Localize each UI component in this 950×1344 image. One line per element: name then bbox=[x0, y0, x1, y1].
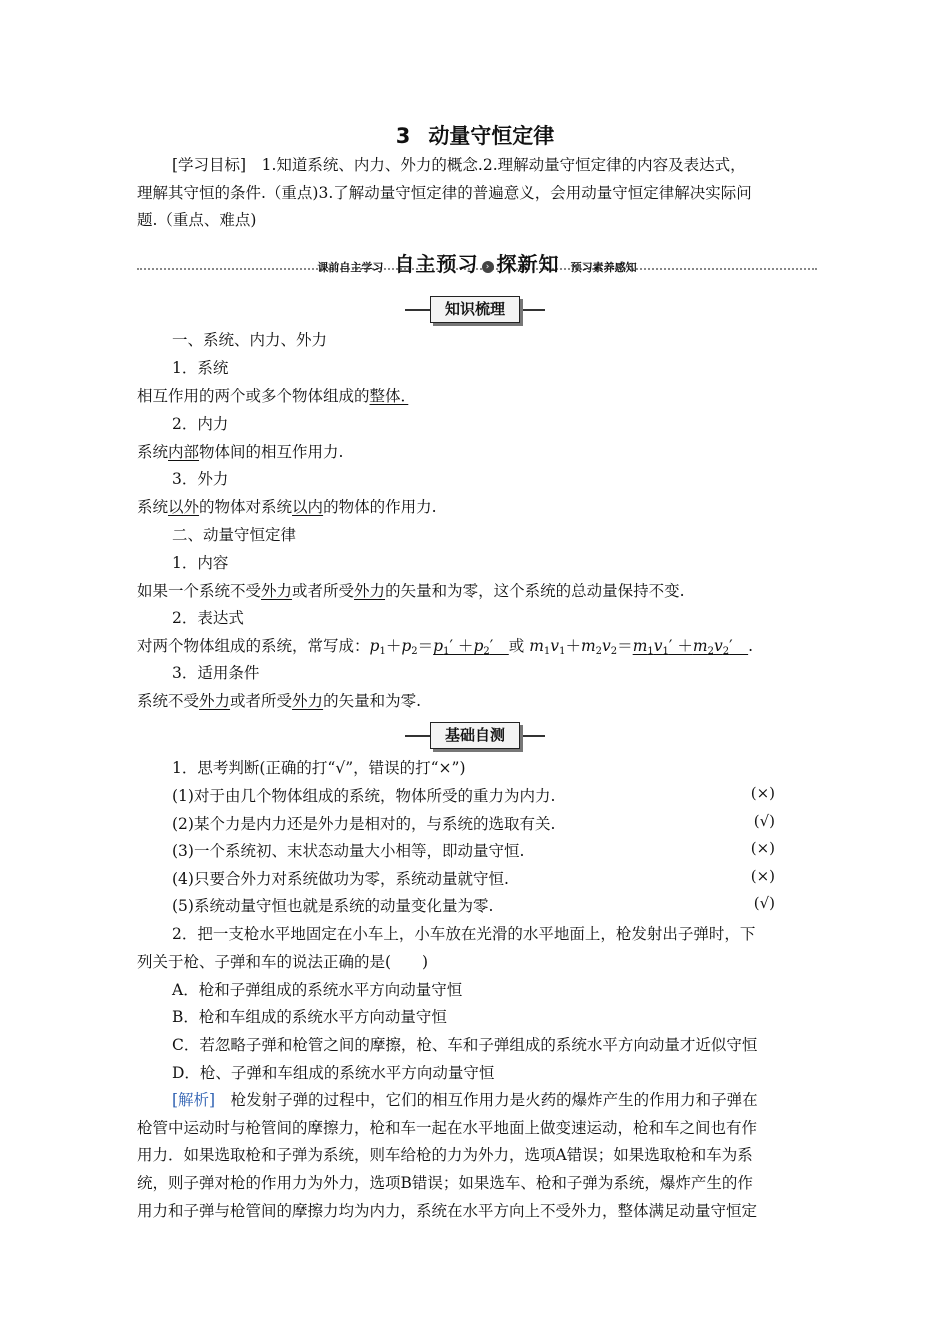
judge-answer: (×) bbox=[750, 784, 775, 802]
section-heading-knowledge bbox=[0, 296, 950, 323]
question-1-stem: 1．思考判断(正确的打“√”，错误的打“×”) bbox=[172, 759, 466, 777]
banner-main-1: 自主预习 bbox=[394, 252, 479, 276]
text-internal-force: 系统内部物体间的相互作用力. bbox=[137, 443, 344, 461]
blank-answer: 外力 bbox=[261, 582, 293, 600]
text-conditions: 系统不受外力或者所受外力的矢量和为零. bbox=[137, 692, 421, 710]
banner-main-2: 探新知 bbox=[496, 252, 560, 276]
option-b: B．枪和车组成的系统水平方向动量守恒 bbox=[172, 1008, 447, 1026]
text-law-content: 如果一个系统不受外力或者所受外力的矢量和为零，这个系统的总动量保持不变. bbox=[137, 582, 685, 600]
heading-conservation-law: 二、动量守恒定律 bbox=[172, 526, 297, 544]
chapter-title: 动量守恒定律 bbox=[428, 124, 555, 148]
section-title: 基础自测 bbox=[430, 722, 520, 749]
blank-answer: 外力 bbox=[199, 692, 231, 710]
blank-answer: 以内 bbox=[292, 498, 324, 516]
analysis-label: [解析] bbox=[172, 1091, 216, 1109]
text-external-force: 系统以外的物体对系统以内的物体的作用力. bbox=[137, 498, 437, 516]
section-title: 知识梳理 bbox=[430, 296, 520, 323]
subheading-system: 1．系统 bbox=[172, 359, 229, 377]
blank-answer: 以外 bbox=[168, 498, 200, 516]
judge-answer: (√) bbox=[753, 894, 775, 912]
subheading-internal-force: 2．内力 bbox=[172, 415, 229, 433]
objectives-label: [学习目标] bbox=[172, 156, 247, 174]
section-heading-self-test bbox=[0, 722, 950, 749]
learning-objectives bbox=[137, 152, 817, 235]
option-a: A．枪和子弹组成的系统水平方向动量守恒 bbox=[172, 981, 463, 999]
blank-answer: 外力 bbox=[292, 692, 324, 710]
subheading-content: 1．内容 bbox=[172, 554, 229, 572]
text-system-definition: 相互作用的两个或多个物体组成的整体． bbox=[137, 387, 409, 405]
arrow-right-icon: › bbox=[482, 261, 494, 273]
judge-answer: (×) bbox=[750, 867, 775, 885]
analysis-line-5: 用力和子弹与枪管间的摩擦力均为内力，系统在水平方向上不受外力，整体满足动量守恒定 bbox=[137, 1202, 758, 1220]
banner-right-text: 预习素养感知 bbox=[570, 261, 637, 274]
option-c: C．若忽略子弹和枪管之间的摩擦，枪、车和子弹组成的系统水平方向动量才近似守恒 bbox=[172, 1036, 758, 1054]
subheading-external-force: 3．外力 bbox=[172, 470, 229, 488]
judge-item: (1)对于由几个物体组成的系统，物体所受的重力为内力. bbox=[172, 787, 556, 805]
analysis-line-3: 用力．如果选取枪和子弹为系统，则车给枪的力为外力，选项A错误；如果选取枪和车为系 bbox=[137, 1146, 753, 1164]
analysis-line-1: [解析] 枪发射子弹的过程中，它们的相互作用力是火药的爆炸产生的作用力和子弹在 bbox=[172, 1091, 758, 1109]
objectives-line-3: 题.（重点、难点) bbox=[137, 211, 257, 229]
question-2-stem-line-1: 2．把一支枪水平地固定在小车上，小车放在光滑的水平地面上，枪发射出子弹时，下 bbox=[172, 925, 756, 943]
page-title bbox=[0, 120, 950, 150]
judge-item: (4)只要合外力对系统做功为零，系统动量就守恒. bbox=[172, 870, 509, 888]
objectives-line-1: 1.知道系统、内力、外力的概念.2.理解动量守恒定律的内容及表达式， bbox=[261, 156, 746, 174]
judge-item: (3)一个系统初、末状态动量大小相等，即动量守恒. bbox=[172, 842, 525, 860]
analysis-line-4: 统，则子弹对枪的作用力为外力，选项B错误；如果选车、枪和子弹为系统，爆炸产生的作 bbox=[137, 1174, 753, 1192]
subheading-expression: 2．表达式 bbox=[172, 609, 244, 627]
blank-answer: 整体． bbox=[369, 387, 409, 405]
judge-item: (5)系统动量守恒也就是系统的动量变化量为零. bbox=[172, 897, 494, 915]
text-expression: 对两个物体组成的系统，常写成：$p_1+p_2=p_1' +p_2'$ 或 $m_1v_1+m_2v_2=m_1v_1' +m_2v_2'$ . bbox=[137, 637, 754, 657]
heading-system-forces: 一、系统、内力、外力 bbox=[172, 331, 328, 349]
objectives-line-2: 理解其守恒的条件.（重点)3.了解动量守恒定律的普遍意义，会用动量守恒定律解决实际问 bbox=[137, 183, 752, 202]
banner-left-text: 课前自主学习 bbox=[317, 261, 384, 274]
section-banner bbox=[137, 248, 817, 276]
judge-answer: (×) bbox=[750, 839, 775, 857]
subheading-conditions: 3．适用条件 bbox=[172, 664, 260, 682]
chapter-number: 3 bbox=[395, 124, 411, 148]
blank-answer: 内部 bbox=[168, 443, 200, 461]
option-d: D．枪、子弹和车组成的系统水平方向动量守恒 bbox=[172, 1064, 495, 1082]
analysis-line-2: 枪管中运动时与枪管间的摩擦力，枪和车一起在水平地面上做变速运动，枪和车之间也有作 bbox=[137, 1119, 758, 1137]
judge-answer: (√) bbox=[753, 812, 775, 830]
blank-answer: 外力 bbox=[354, 582, 386, 600]
judge-item: (2)某个力是内力还是外力是相对的，与系统的选取有关. bbox=[172, 815, 556, 833]
question-2-stem-line-2: 列关于枪、子弹和车的说法正确的是( ) bbox=[137, 953, 429, 971]
